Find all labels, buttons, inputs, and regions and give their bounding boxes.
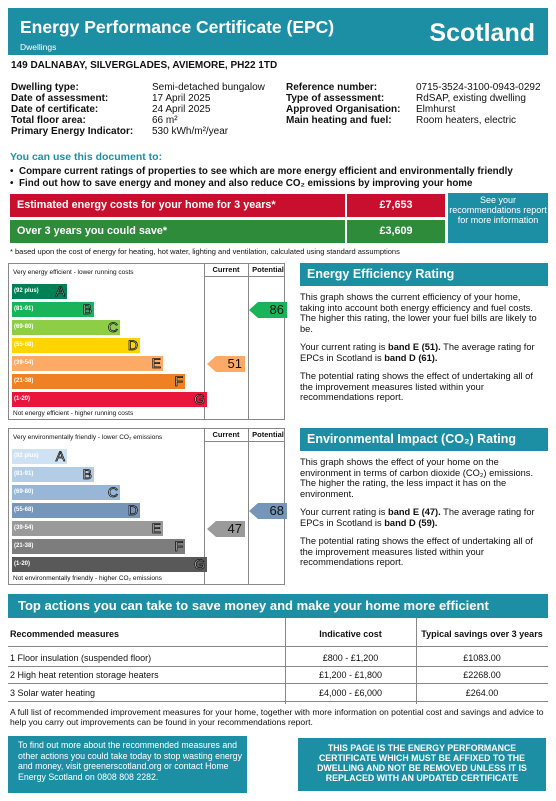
chart-top-caption: Very energy efficient - lower running costs [13,269,134,276]
table-row-cost: £1,200 - £1,800 [318,670,383,680]
estimated-costs-value: £7,653 [347,194,445,217]
band-letter: F [174,373,183,389]
detail-value: RdSAP, existing dwelling [416,93,526,104]
rating-band-g [12,557,207,572]
detail-value: Semi-detached bungalow [152,82,265,93]
page-title: Energy Performance Certificate (EPC) [20,17,335,37]
table-row-measure: 1 Floor insulation (suspended floor) [10,653,152,663]
ei-p2 [300,507,546,528]
ee-current-band: band E (51). [388,342,441,352]
table-row-cost: £800 - £1,200 [322,653,379,663]
ee-p3: The potential rating shows the effect of undertaking all of the improvement measures listed within your recommendations report. [300,371,533,402]
use-heading: You can use this document to: [10,151,163,163]
ei-average-band: band D (59). [384,517,438,528]
band-range-label: (69-80) [14,324,34,330]
potential-rating-arrow-value: 68 [269,502,284,518]
table-row-measure: 3 Solar water heating [10,688,96,698]
details-left-values [152,82,282,137]
detail-label: Reference number: [286,82,378,93]
rating-band-a [12,449,67,464]
savings-value: £3,609 [347,220,445,243]
band-letter: D [127,502,138,518]
current-rating-arrow [207,356,245,372]
rating-band-a [12,284,67,299]
details-left-labels [11,82,151,137]
detail-value: 24 April 2025 [152,104,211,115]
detail-label: Date of certificate: [11,104,99,115]
ee-average-band: band D (61). [384,352,438,363]
table-row-measure: 2 High heat retention storage heaters [10,670,159,680]
col-potential-header: Potential [252,430,284,439]
rating-band-d [12,503,140,518]
see-recommendations-box: See your recommendations report for more information [448,193,548,243]
country-label: Scotland [429,19,535,47]
chart-bottom-caption: Not environmentally friendly - higher CO₂ emissions [13,575,162,582]
detail-label: Primary Energy Indicator: [11,126,134,137]
band-range-label: (55-68) [14,507,34,513]
detail-value: Room heaters, electric [416,115,517,126]
rating-band-b [12,302,94,317]
bullet-item: • Find out how to save energy and money and also reduce CO₂ emissions by improving your home [10,178,513,190]
actions-heading: Top actions you can take to save money and make your home more efficient [8,594,548,618]
band-letter: B [82,466,92,482]
band-letter: G [194,391,205,407]
ee-p1: This graph shows the current efficiency of your home, taking into account both energy efficiency and fuel costs. The higher this rating, the lower your fuel bills are likely to be. [300,292,537,334]
actions-table [8,618,548,704]
rating-band-c [12,485,120,500]
col-potential-header: Potential [252,265,284,274]
chart-bottom-caption: Not energy efficient - higher running costs [13,410,134,417]
band-range-label: (55-68) [14,342,34,348]
band-letter: D [127,337,138,353]
find-out-more-box: To find out more about the recommended measures and other actions you could take today to stop wasting energy and money, visit greenerscotland.org or contact Home Energy Scotland on 0808 808 2282. [8,736,247,793]
chart-top-caption: Very environmentally friendly - lower CO₂ emissions [13,434,163,441]
epc-header [8,8,548,55]
detail-label: Type of assessment: [286,93,385,104]
band-range-label: (81-91) [14,306,34,312]
rating-band-d [12,338,140,353]
col-current-header: Current [212,265,240,274]
band-letter: E [151,355,161,371]
ei-heading: Environmental Impact (CO₂) Rating [300,428,548,451]
band-range-label: (92 plus) [14,453,39,459]
detail-label: Date of assessment: [11,93,109,104]
savings-row [10,220,445,243]
ei-current-band: band E (47). [388,507,441,517]
current-rating-arrow-value: 51 [227,355,242,371]
table-row-saving: £1083.00 [463,653,501,663]
band-letter: A [55,448,65,464]
current-rating-arrow [207,521,245,537]
table-row-saving: £2268.00 [463,670,501,680]
environmental-impact-chart [8,428,285,585]
detail-value: 66 m² [152,115,178,126]
ei-p3: The potential rating shows the effect of undertaking all of the improvement measures listed within your recommendations report. [300,536,533,567]
band-range-label: (69-80) [14,489,34,495]
detail-label: Main heating and fuel: [286,115,392,126]
ee-p2-text: The average rating for EPCs in Scotland is [300,342,535,363]
band-range-label: (39-54) [14,525,34,531]
ei-p2-text: The average rating for EPCs in Scotland is [300,507,535,528]
energy-efficiency-chart [8,263,285,420]
band-letter: E [151,520,161,536]
band-range-label: (1-20) [14,561,31,567]
details-right-labels [286,82,416,126]
col-savings-header: Typical savings over 3 years [421,629,543,639]
ee-description [300,292,546,411]
property-address: 149 DALNABAY, SILVERGLADES, AVIEMORE, PH22 1TD [11,60,278,71]
ee-p2 [300,342,546,363]
rating-band-f [12,374,185,389]
cost-footnote: * based upon the cost of energy for heating, hot water, lighting and ventilation, calculated using standard assumptions [10,247,400,256]
band-range-label: (92 plus) [14,288,39,294]
use-bullets [10,166,513,190]
col-current-header: Current [212,430,240,439]
details-right-values [416,82,551,126]
full-list-note: A full list of recommended improvement measures for your home, together with more information on potential cost and savings and advice to help you carry out improvements can be found in your recommendations report. [10,707,544,727]
detail-label: Dwelling type: [11,82,79,93]
estimated-costs-row [10,194,445,217]
col-cost-header: Indicative cost [319,629,382,639]
page-subtitle: Dwellings [20,42,57,52]
detail-label: Approved Organisation: [286,104,401,115]
ei-p1: This graph shows the effect of your home on the environment in terms of carbon dioxide (CO₂) emissions. The higher the rating, the less impact it has on the environment. [300,457,534,499]
band-range-label: (81-91) [14,471,34,477]
detail-value: 17 April 2025 [152,93,211,104]
potential-rating-arrow [249,302,287,318]
band-range-label: (21-38) [14,543,34,549]
rating-band-f [12,539,185,554]
table-row-saving: £264.00 [465,688,499,698]
detail-value: Elmhurst [416,104,456,115]
rating-band-e [12,521,163,536]
band-letter: G [194,556,205,572]
ei-p2-text: Your current rating is [300,507,389,517]
estimated-costs-label: Estimated energy costs for your home for 3 years* [10,194,345,217]
band-letter: F [174,538,183,554]
band-letter: C [107,319,118,335]
detail-value: 0715-3524-3100-0943-0292 [416,82,541,93]
bullet-item: • Compare current ratings of properties to see which are more energy efficient and environmentally friendly [10,166,513,178]
band-range-label: (21-38) [14,378,34,384]
col-measures-header: Recommended measures [10,629,120,639]
ee-p2-text: Your current rating is [300,342,389,352]
affix-notice-box: THIS PAGE IS THE ENERGY PERFORMANCE CERTIFICATE WHICH MUST BE AFFIXED TO THE DWELLING AND NOT BE REMOVED UNLESS IT IS REPLACED WITH AN UPDATED CERTIFICATE [296,736,548,793]
potential-rating-arrow [249,503,287,519]
ei-description [300,457,546,576]
potential-rating-arrow-value: 86 [269,301,284,317]
detail-label: Total floor area: [11,115,86,126]
band-letter: B [82,301,92,317]
ee-heading: Energy Efficiency Rating [300,263,548,286]
current-rating-arrow-value: 47 [227,520,242,536]
savings-label: Over 3 years you could save* [10,220,345,243]
band-letter: A [55,283,65,299]
rating-band-g [12,392,207,407]
detail-value: 530 kWh/m²/year [152,126,229,137]
rating-band-b [12,467,94,482]
rating-band-e [12,356,163,371]
rating-band-c [12,320,120,335]
band-range-label: (39-54) [14,360,34,366]
table-row-cost: £4,000 - £6,000 [318,688,383,698]
band-letter: C [107,484,118,500]
band-range-label: (1-20) [14,396,31,402]
